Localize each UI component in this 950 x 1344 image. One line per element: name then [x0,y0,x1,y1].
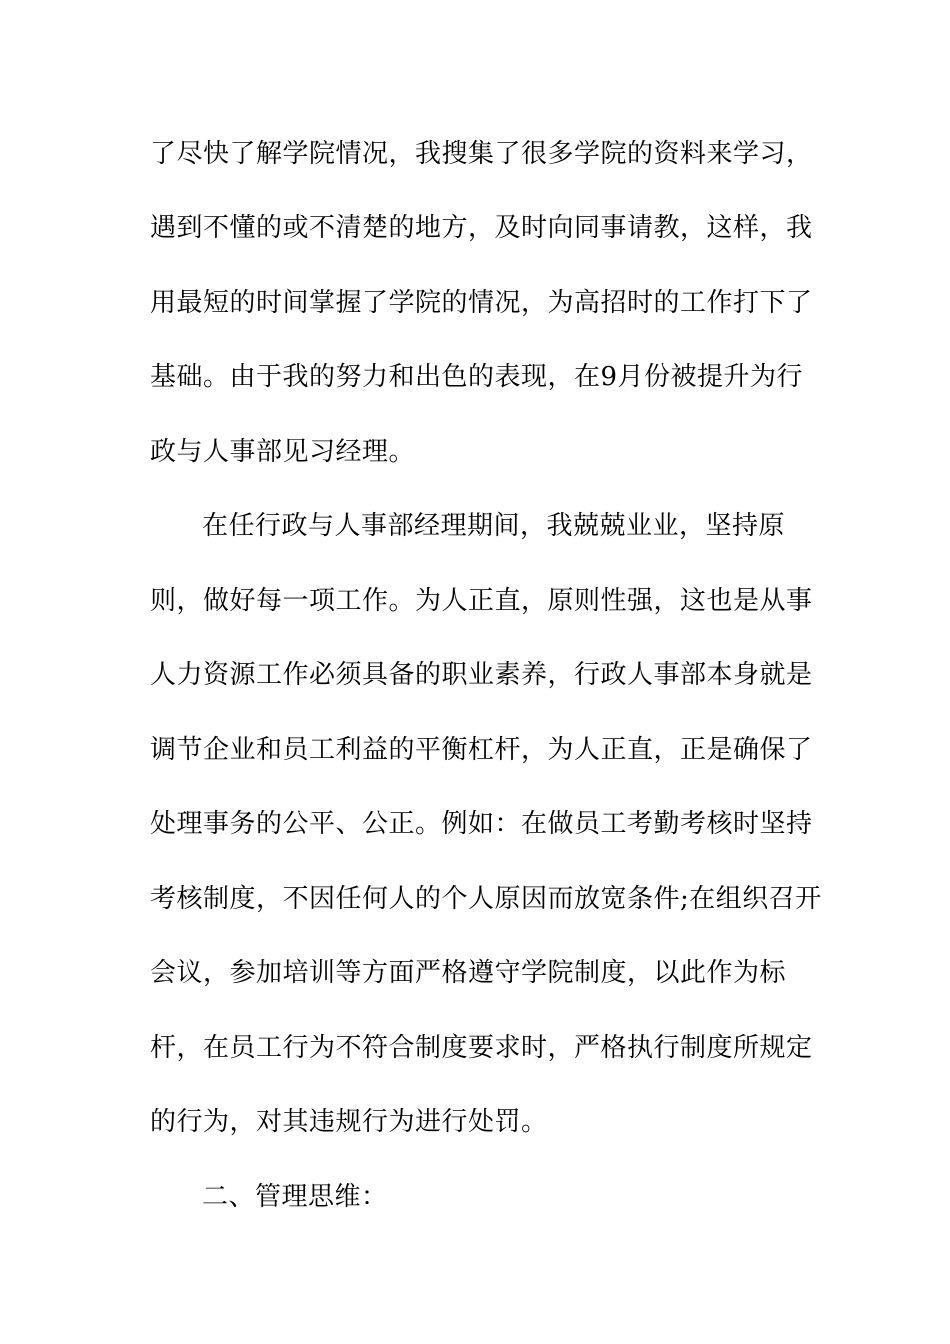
paragraph-line: 考核制度，不因任何人的个人原因而放宽条件;在组织召开 [150,884,822,914]
paragraph-line: 人力资源工作必须具备的职业素养，行政人事部本身就是 [150,660,813,690]
paragraph-line: 会议，参加培训等方面严格遵守学院制度，以此作为标 [150,958,787,988]
paragraph-line: 的行为，对其违规行为进行处罚。 [150,1107,548,1137]
section-heading: 二、管理思维： [202,1182,388,1212]
paragraph-line: 在任行政与人事部经理期间，我兢兢业业，坚持原 [202,511,786,541]
paragraph-line: 了尽快了解学院情况，我搜集了很多学院的资料来学习， [150,139,813,169]
paragraph-line: 调节企业和员工利益的平衡杠杆，为人正直，正是确保了 [150,735,813,765]
paragraph-line: 杆，在员工行为不符合制度要求时，严格执行制度所规定 [150,1033,813,1063]
paragraph-line: 处理事务的公平、公正。例如：在做员工考勤考核时坚持 [150,809,813,839]
paragraph-line: 基础。由于我的努力和出色的表现，在9月份被提升为行 [150,362,804,392]
paragraph-line: 则，做好每一项工作。为人正直，原则性强，这也是从事 [150,586,813,616]
paragraph-line: 遇到不懂的或不清楚的地方，及时向同事请教，这样，我 [150,213,813,243]
paragraph-line: 用最短的时间掌握了学院的情况，为高招时的工作打下了 [150,288,813,318]
paragraph-line: 政与人事部见习经理。 [150,437,416,467]
